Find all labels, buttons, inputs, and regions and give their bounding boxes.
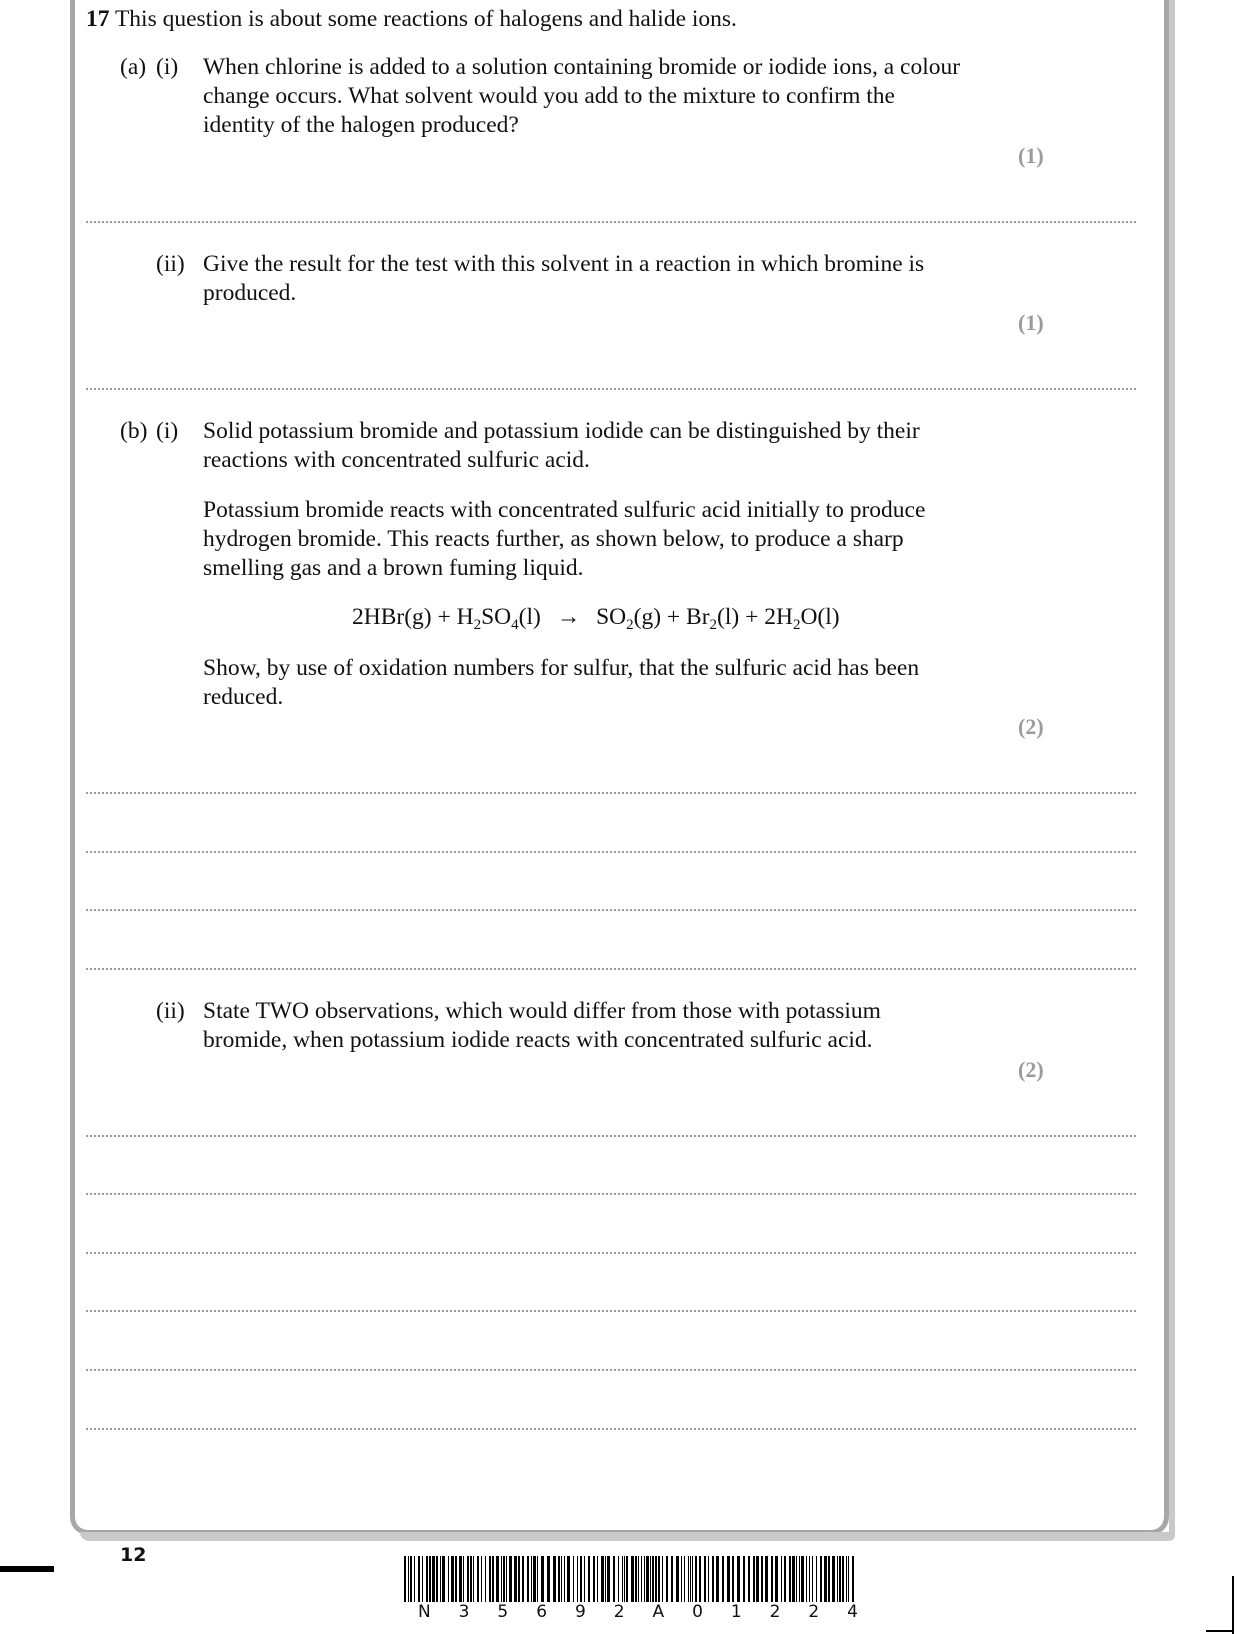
barcode-bar (459, 1556, 462, 1602)
part-a-ii-marks: (1) (1018, 310, 1044, 335)
part-b-i-para2-line-2: hydrogen bromide. This reacts further, as shown below, to produce a sharp (203, 526, 904, 552)
part-a-i-line-1: When chlorine is added to a solution containing bromide or iodide ions, a colour (203, 54, 961, 80)
barcode-bar (432, 1556, 435, 1602)
barcode-bar (848, 1556, 849, 1602)
barcode-bar (809, 1556, 810, 1602)
answer-line[interactable] (86, 1252, 1136, 1254)
barcode-bar (618, 1556, 619, 1602)
barcode-bar (756, 1556, 759, 1602)
barcode-bar (455, 1556, 457, 1602)
part-a-label: (a) (120, 54, 147, 80)
question-intro (86, 5, 737, 34)
barcode-bar (722, 1556, 724, 1602)
barcode-bar (485, 1556, 486, 1602)
barcode-bar (593, 1556, 595, 1602)
barcode-bar (644, 1556, 645, 1602)
barcode-bar (737, 1556, 740, 1602)
barcode-bar (775, 1556, 778, 1602)
barcode-bar (655, 1556, 657, 1602)
page-number: 12 (120, 1544, 147, 1566)
barcode-bar (442, 1556, 445, 1602)
barcode-bar (806, 1556, 807, 1602)
part-b-i-marks: (2) (1018, 714, 1044, 739)
answer-line[interactable] (86, 792, 1136, 794)
barcode-bar (824, 1556, 827, 1602)
barcode-bar (414, 1556, 415, 1602)
barcode-bar (708, 1556, 709, 1602)
barcode-bar (422, 1556, 423, 1602)
barcode-char: 6 (536, 1602, 548, 1622)
part-b-i-line-1: Solid potassium bromide and potassium iodide can be distinguished by their (203, 418, 920, 444)
part-a-ii-label: (ii) (156, 251, 185, 277)
part-a-i-line-3: identity of the halogen produced? (203, 112, 519, 138)
barcode-text (418, 1602, 858, 1622)
barcode-bar (796, 1556, 797, 1602)
barcode-bar (732, 1556, 734, 1602)
barcode-bar (626, 1556, 628, 1602)
barcode-bar (676, 1556, 679, 1602)
answer-line[interactable] (86, 388, 1136, 390)
barcode-bar (467, 1556, 469, 1602)
barcode-bar (477, 1556, 479, 1602)
barcode-bar (631, 1556, 634, 1602)
barcode-bar (509, 1556, 512, 1602)
part-b-i-para2-line-1: Potassium bromide reacts with concentrated sulfuric acid initially to produce (203, 497, 926, 523)
barcode-bar (501, 1556, 502, 1602)
barcode-bar (567, 1556, 570, 1602)
answer-line[interactable] (86, 968, 1136, 970)
barcode-bar (622, 1556, 623, 1602)
answer-line[interactable] (86, 1193, 1136, 1195)
barcode-bar (481, 1556, 482, 1602)
part-a-ii-line-2: produced. (203, 280, 297, 306)
barcode-bar (624, 1556, 625, 1602)
barcode-char: 3 (458, 1602, 470, 1622)
answer-line[interactable] (86, 1428, 1136, 1430)
barcode-bar (506, 1556, 507, 1602)
barcode-bar (537, 1556, 538, 1602)
barcode-bar (601, 1556, 604, 1602)
barcode-bar (577, 1556, 578, 1602)
barcode-bar (426, 1556, 428, 1602)
barcode-bar (652, 1556, 654, 1602)
answer-line[interactable] (86, 851, 1136, 853)
barcode-bar (748, 1556, 750, 1602)
barcode-bar (473, 1556, 474, 1602)
answer-line[interactable] (86, 1310, 1136, 1312)
barcode-char: 2 (769, 1602, 781, 1622)
barcode-char: 0 (692, 1602, 703, 1622)
barcode-bar (588, 1556, 590, 1602)
barcode-bar (832, 1556, 835, 1602)
part-b-i-line-2: reactions with concentrated sulfuric acid. (203, 447, 590, 473)
barcode-bar (784, 1556, 786, 1602)
barcode-bar (658, 1556, 660, 1602)
barcode-bar (547, 1556, 550, 1602)
barcode-bar (448, 1556, 449, 1602)
barcode-bar (553, 1556, 556, 1602)
barcode-bar (561, 1556, 562, 1602)
barcode-char: 2 (613, 1602, 625, 1622)
barcode-char: 9 (574, 1602, 586, 1622)
barcode-bar (607, 1556, 610, 1602)
barcode-bar (564, 1556, 565, 1602)
barcode-bar (753, 1556, 755, 1602)
barcode-bar (712, 1556, 714, 1602)
barcode-bar (492, 1556, 494, 1602)
barcode-bar (531, 1556, 532, 1602)
crop-mark (1206, 1630, 1234, 1632)
barcode-bar (496, 1556, 499, 1602)
barcode-bar (580, 1556, 582, 1602)
barcode-bar (828, 1556, 830, 1602)
barcode-bar (440, 1556, 441, 1602)
barcode-bar (816, 1556, 817, 1602)
barcode-bar (799, 1556, 800, 1602)
barcode-bar (514, 1556, 517, 1602)
barcode-bar (671, 1556, 673, 1602)
barcode-bar (704, 1556, 706, 1602)
part-b-ii-line-1: State TWO observations, which would differ from those with potassium (203, 998, 881, 1024)
margin-marker (0, 1566, 54, 1572)
barcode-char: 5 (497, 1602, 509, 1622)
barcode-bar (812, 1556, 813, 1602)
barcode-bar (558, 1556, 560, 1602)
barcode-bar (692, 1556, 693, 1602)
barcode-bar (846, 1556, 847, 1602)
barcode-bar (662, 1556, 663, 1602)
crop-mark (1232, 1576, 1234, 1634)
barcode (404, 1556, 860, 1602)
barcode-bar (641, 1556, 642, 1602)
barcode-bar (404, 1556, 406, 1602)
barcode-bar (518, 1556, 520, 1602)
question-number: 17 (86, 6, 110, 32)
barcode-bar (573, 1556, 574, 1602)
barcode-bar (470, 1556, 472, 1602)
answer-line[interactable] (86, 221, 1136, 223)
barcode-bar (699, 1556, 701, 1602)
barcode-bar (695, 1556, 697, 1602)
part-a-i-label: (i) (156, 54, 179, 80)
question-intro-text: This question is about some reactions of halogens and halide ions. (114, 6, 737, 32)
part-b-ii-line-2: bromide, when potassium iodide reacts with concentrated sulfuric acid. (203, 1027, 873, 1053)
barcode-bar (503, 1556, 505, 1602)
barcode-bar (781, 1556, 782, 1602)
barcode-bar (765, 1556, 768, 1602)
part-b-i-para3-line-1: Show, by use of oxidation numbers for sulfur, that the sulfuric acid has been (203, 655, 920, 681)
barcode-bar (727, 1556, 730, 1602)
barcode-bar (852, 1556, 854, 1602)
answer-line[interactable] (86, 1135, 1136, 1137)
answer-line[interactable] (86, 1369, 1136, 1371)
barcode-char: N (418, 1602, 431, 1622)
barcode-bar (605, 1556, 606, 1602)
barcode-bar (801, 1556, 804, 1602)
barcode-bar (650, 1556, 651, 1602)
barcode-bar (684, 1556, 685, 1602)
barcode-bar (681, 1556, 682, 1602)
barcode-bar (842, 1556, 844, 1602)
barcode-bar (613, 1556, 615, 1602)
part-b-i-para3-line-2: reduced. (203, 684, 284, 710)
barcode-bar (533, 1556, 536, 1602)
barcode-bar (635, 1556, 637, 1602)
barcode-bar (451, 1556, 454, 1602)
barcode-bar (408, 1556, 409, 1602)
barcode-bar (688, 1556, 689, 1602)
part-a-i-marks: (1) (1018, 143, 1044, 168)
part-a-i-line-2: change occurs. What solvent would you add to the mixture to confirm the (203, 83, 895, 109)
barcode-bar (789, 1556, 791, 1602)
barcode-char: 2 (808, 1602, 820, 1622)
page-frame-shadow (80, 1532, 1175, 1541)
chemical-equation: $2HBr(g) + H_2SO_4(l) \to SO_2(g) + Br_2(l) + 2H_2O(l)$ (352, 604, 840, 633)
reaction-arrow: → (556, 604, 581, 630)
barcode-bar (429, 1556, 431, 1602)
barcode-bar (771, 1556, 773, 1602)
barcode-bar (436, 1556, 438, 1602)
barcode-bar (646, 1556, 649, 1602)
answer-line[interactable] (86, 909, 1136, 911)
barcode-char: 1 (730, 1602, 742, 1622)
barcode-bar (418, 1556, 420, 1602)
barcode-bar (839, 1556, 841, 1602)
barcode-bar (837, 1556, 838, 1602)
barcode-char: 4 (847, 1602, 858, 1622)
barcode-bar (527, 1556, 529, 1602)
barcode-bar (716, 1556, 719, 1602)
barcode-bar (489, 1556, 491, 1602)
part-b-ii-label: (ii) (156, 998, 185, 1024)
part-b-i-para2-line-3: smelling gas and a brown fuming liquid. (203, 555, 584, 581)
barcode-bar (410, 1556, 412, 1602)
barcode-bar (743, 1556, 745, 1602)
part-b-label: (b) (120, 418, 148, 444)
barcode-bar (522, 1556, 524, 1602)
barcode-bar (463, 1556, 464, 1602)
barcode-bar (792, 1556, 795, 1602)
part-b-ii-marks: (2) (1018, 1057, 1044, 1082)
part-a-ii-line-1: Give the result for the test with this solvent in a reaction in which bromine is (203, 251, 925, 277)
page-frame (70, 0, 1169, 1535)
barcode-bar (638, 1556, 639, 1602)
barcode-bar (584, 1556, 585, 1602)
barcode-char: A (652, 1602, 665, 1622)
barcode-bar (820, 1556, 822, 1602)
barcode-bar (761, 1556, 763, 1602)
barcode-bar (597, 1556, 598, 1602)
barcode-bar (541, 1556, 544, 1602)
part-b-i-label: (i) (156, 418, 179, 444)
barcode-bar (666, 1556, 668, 1602)
barcode-bar (690, 1556, 691, 1602)
